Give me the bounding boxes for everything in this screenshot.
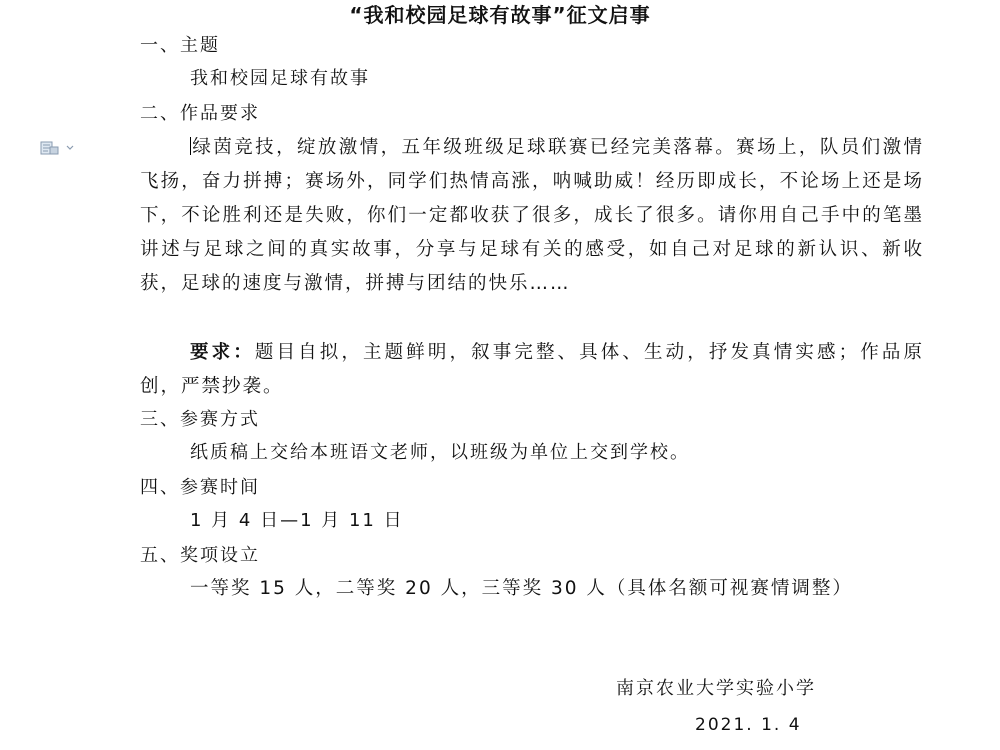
requirements-text: 绿茵竞技，绽放激情，五年级班级足球联赛已经完美落幕。赛场上，队员们激情飞扬，奋力拼搏；赛场外，同学们热情高涨，呐喊助威！经历即成长，不论场上还是场下，不论胜利还是失败，你们一定都收获了很多，成长了很多。请你用自己手中的笔墨讲述与足球之间的真实故事，分享与足球有关的感受，如自己对足球的新认识、新收获，足球的速度与激情，拼搏与团结的快乐…… [140, 137, 924, 294]
requirement-label: 要求： [190, 342, 255, 363]
chevron-down-icon[interactable] [66, 145, 74, 151]
section-heading-time: 四、参赛时间 [140, 477, 260, 498]
section-heading-method: 三、参赛方式 [140, 409, 260, 430]
paragraph-handle[interactable] [40, 141, 74, 155]
requirements-paragraph [140, 131, 924, 301]
section-content-time: 1 月 4 日—1 月 11 日 [190, 510, 404, 531]
requirements-detail [140, 336, 924, 404]
section-heading-awards: 五、奖项设立 [140, 545, 260, 566]
section-heading-requirements: 二、作品要求 [140, 103, 260, 124]
signature: 南京农业大学实验小学 [616, 678, 816, 699]
section-content-theme: 我和校园足球有故事 [190, 68, 370, 89]
section-heading-theme: 一、主题 [140, 35, 220, 56]
section-content-method: 纸质稿上交给本班语文老师，以班级为单位上交到学校。 [190, 442, 690, 463]
text-cursor [190, 137, 191, 155]
section-content-awards: 一等奖 15 人，二等奖 20 人，三等奖 30 人（具体名额可视赛情调整） [190, 578, 853, 599]
paragraph-handle-icon[interactable] [40, 141, 60, 155]
document-date: 2021. 1. 4 [695, 715, 802, 735]
document-title: “我和校园足球有故事”征文启事 [349, 3, 651, 27]
requirement-text: 题目自拟，主题鲜明，叙事完整、具体、生动，抒发真情实感；作品原创，严禁抄袭。 [140, 342, 924, 397]
